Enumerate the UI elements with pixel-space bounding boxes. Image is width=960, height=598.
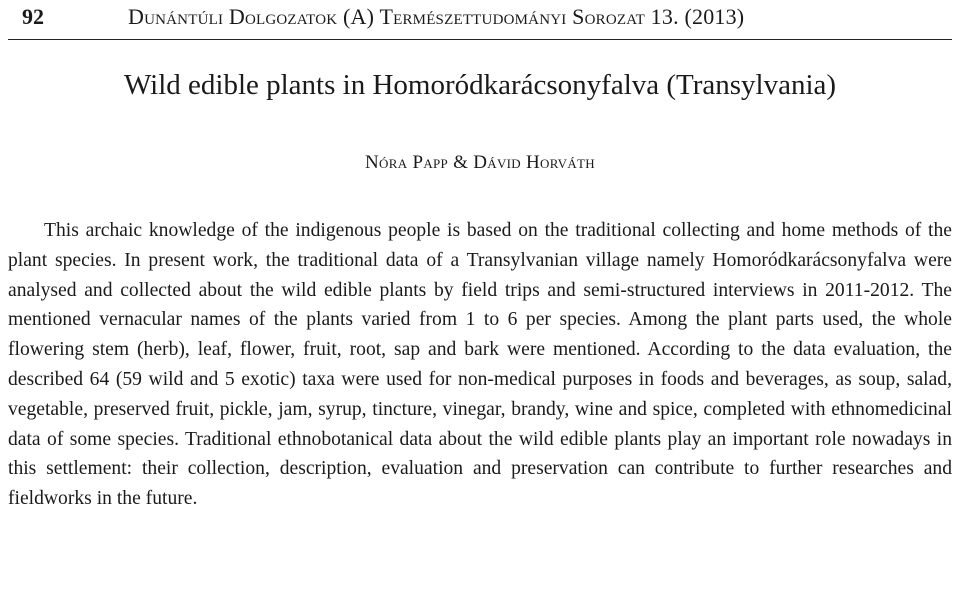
journal-running-head: Dunántúli Dolgozatok (A) Természettudományi Sorozat 13. (2013) bbox=[128, 4, 745, 29]
page-number: 92 bbox=[22, 4, 44, 29]
running-header bbox=[8, 0, 952, 40]
article-title: Wild edible plants in Homoródkarácsonyfalva (Transylvania) bbox=[123, 69, 837, 101]
abstract-paragraph: This archaic knowledge of the indigenous people is based on the traditional collecting and home methods of the plant species. In present work, the traditional data of a Transylvanian village namely Homoródkarácsonyfalva were analysed and collected about the wild edible plants by field trips and semi-structured interviews in 2011-2012. The mentioned vernacular names of the plants varied from 1 to 6 per species. Among the plant parts used, the whole flowering stem (herb), leaf, flower, fruit, root, sap and bark were mentioned. According to the data evaluation, the described 64 (59 wild and 5 exotic) taxa were used for non-medical purposes in foods and beverages, as soup, salad, vegetable, preserved fruit, pickle, jam, syrup, tincture, vinegar, brandy, wine and spice, completed with ethnomedicinal data of some species. Traditional ethnobotanical data about the wild edible plants play an important role nowadays in this settlement: their collection, description, evaluation and preservation can contribute to further researches and fieldworks in the future. bbox=[8, 220, 952, 510]
article-authors: Nóra Papp & Dávid Horváth bbox=[365, 152, 595, 173]
